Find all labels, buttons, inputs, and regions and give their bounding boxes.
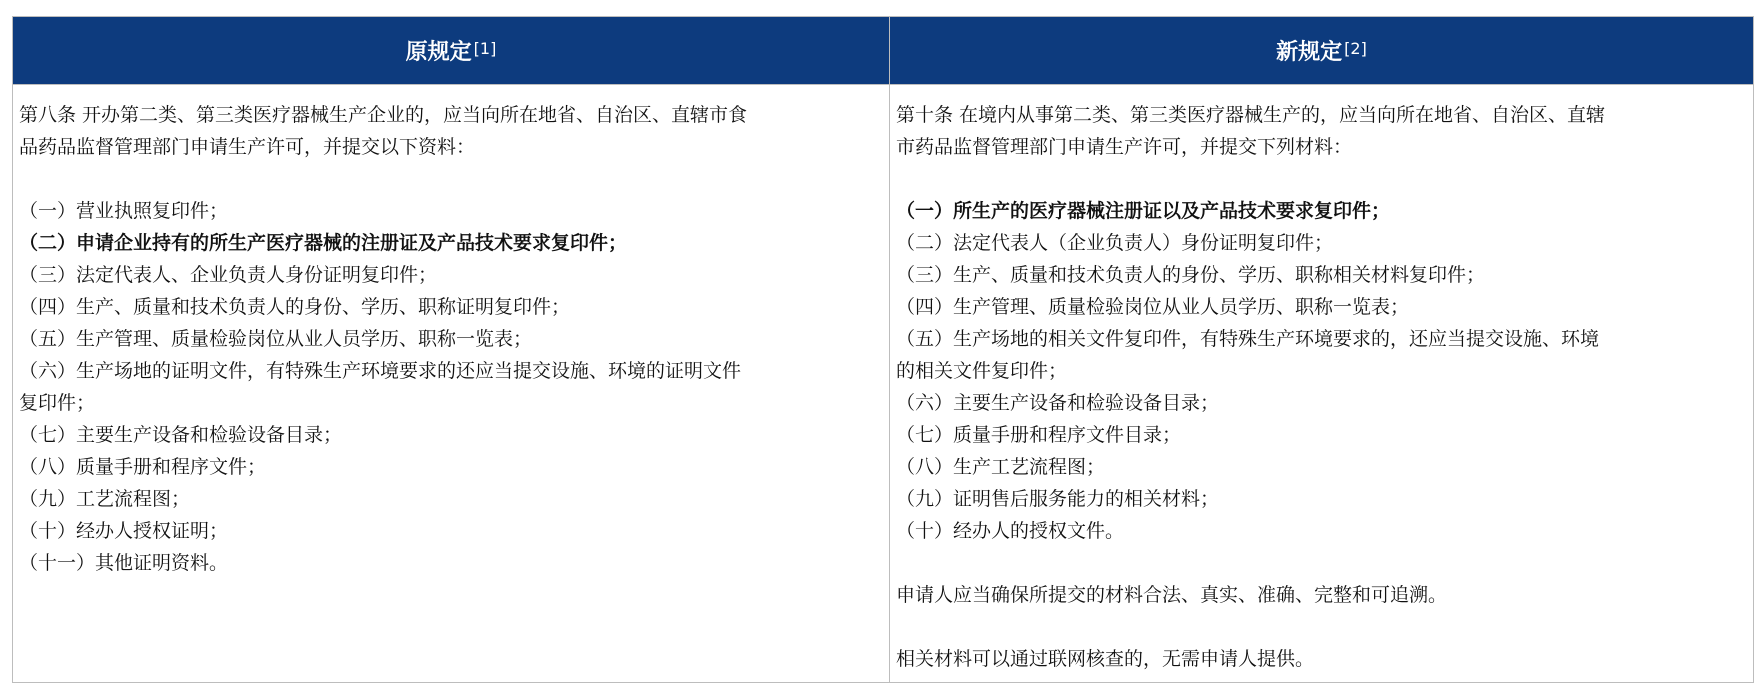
new-item-5: （五）生产场地的相关文件复印件，有特殊生产环境要求的，还应当提交设施、环境 — [896, 328, 1600, 350]
spacer — [896, 547, 1747, 579]
old-item-11: （十一）其他证明资料。 — [19, 552, 229, 574]
header-old-title: 原规定 — [405, 40, 472, 65]
new-item-9: （九）证明售后服务能力的相关材料； — [896, 488, 1220, 510]
spacer — [896, 163, 1747, 195]
old-item-6-cont: 复印件； — [19, 392, 96, 414]
new-item-10: （十）经办人的授权文件。 — [896, 520, 1125, 542]
old-item-5: （五）生产管理、质量检验岗位从业人员学历、职称一览表； — [19, 328, 533, 350]
old-item-4: （四）生产、质量和技术负责人的身份、学历、职称证明复印件； — [19, 296, 571, 318]
new-item-4: （四）生产管理、质量检验岗位从业人员学历、职称一览表； — [896, 296, 1410, 318]
new-closing-1: 申请人应当确保所提交的材料合法、真实、准确、完整和可追溯。 — [896, 584, 1448, 606]
old-item-10: （十）经办人授权证明； — [19, 520, 229, 542]
old-intro-line-1: 第八条 开办第二类、第三类医疗器械生产企业的，应当向所在地省、自治区、直辖市食 — [19, 104, 748, 126]
new-closing-2: 相关材料可以通过联网核查的，无需申请人提供。 — [896, 648, 1315, 670]
new-intro-line-2: 市药品监督管理部门申请生产许可，并提交下列材料： — [896, 136, 1353, 158]
old-item-7: （七）主要生产设备和检验设备目录； — [19, 424, 343, 446]
new-item-2: （二）法定代表人（企业负责人）身份证明复印件； — [896, 232, 1334, 254]
new-item-5-cont: 的相关文件复印件； — [896, 360, 1068, 382]
header-new-title: 新规定 — [1276, 40, 1343, 65]
new-item-8: （八）生产工艺流程图； — [896, 456, 1106, 478]
new-item-7: （七）质量手册和程序文件目录； — [896, 424, 1182, 446]
header-new-footnote[interactable]: [2] — [1344, 39, 1367, 58]
new-regulation-cell — [890, 85, 1753, 682]
old-item-3: （三）法定代表人、企业负责人身份证明复印件； — [19, 264, 438, 286]
old-item-2: （二）申请企业持有的所生产医疗器械的注册证及产品技术要求复印件； — [19, 232, 628, 254]
comparison-table — [12, 16, 1754, 683]
header-old-regulation — [13, 17, 890, 85]
old-item-1: （一）营业执照复印件； — [19, 200, 229, 222]
spacer — [19, 163, 883, 195]
header-old-footnote[interactable]: [1] — [473, 39, 497, 58]
old-item-8: （八）质量手册和程序文件； — [19, 456, 267, 478]
new-item-6: （六）主要生产设备和检验设备目录； — [896, 392, 1220, 414]
old-intro-line-2: 品药品监督管理部门申请生产许可，并提交以下资料： — [19, 136, 476, 158]
old-item-9: （九）工艺流程图； — [19, 488, 191, 510]
header-new-regulation — [890, 17, 1753, 85]
new-intro-line-1: 第十条 在境内从事第二类、第三类医疗器械生产的，应当向所在地省、自治区、直辖 — [896, 104, 1606, 126]
spacer — [896, 611, 1747, 643]
old-regulation-cell — [13, 85, 890, 682]
new-item-1: （一）所生产的医疗器械注册证以及产品技术要求复印件； — [896, 200, 1391, 222]
new-item-3: （三）生产、质量和技术负责人的身份、学历、职称相关材料复印件； — [896, 264, 1486, 286]
old-item-6: （六）生产场地的证明文件，有特殊生产环境要求的还应当提交设施、环境的证明文件 — [19, 360, 742, 382]
